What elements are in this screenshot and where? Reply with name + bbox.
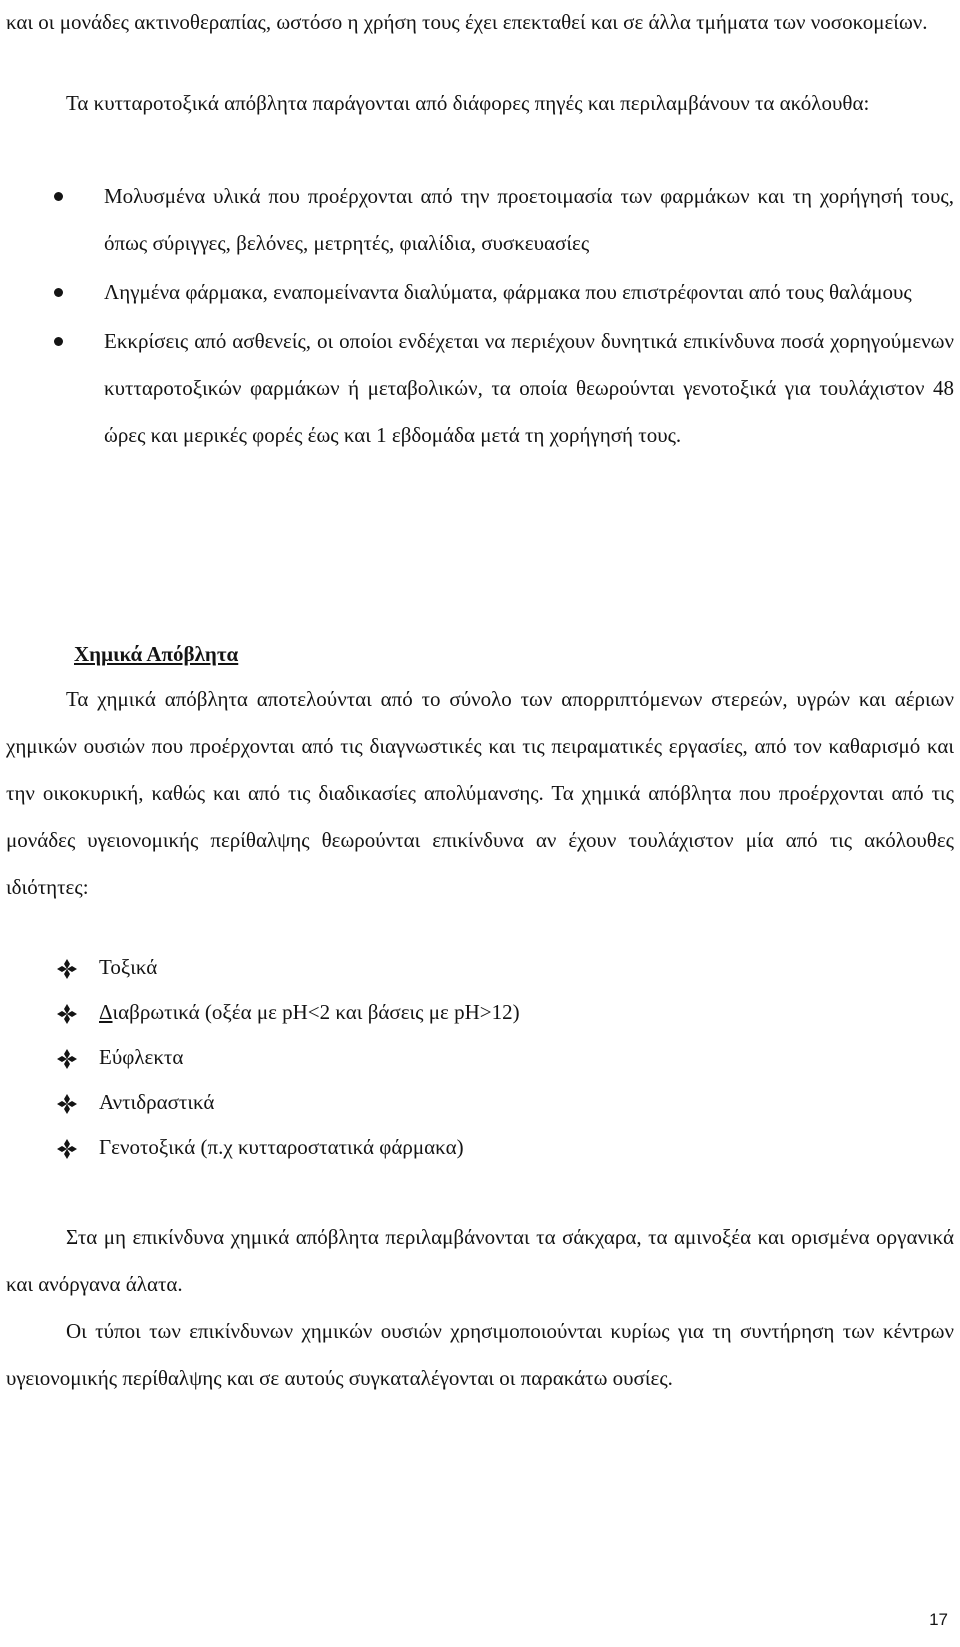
list-item (6, 269, 954, 316)
list-item (6, 945, 954, 990)
list-item (6, 1080, 954, 1125)
property-text: Εύφλεκτα (99, 1045, 184, 1069)
list-item-text: Μολυσμένα υλικά που προέρχονται από την προετοιμασία των φαρμάκων και τη χορήγησή τους, όπως σύριγγες, βελόνες, μετρητές, φιαλίδια, συσκευασίες (104, 184, 954, 255)
four-diamond-bullet-icon (56, 1048, 78, 1070)
four-diamond-bullet-icon (56, 1003, 78, 1025)
bullet-icon (54, 337, 63, 346)
closing-paragraph-2 (6, 1308, 954, 1402)
four-diamond-bullet-icon (56, 1138, 78, 1160)
closing-paragraph-1 (6, 1214, 954, 1308)
list-item (6, 990, 954, 1035)
intro-continuation (6, 0, 954, 46)
four-diamond-bullet-icon (56, 1093, 78, 1115)
intro-line-2: Τα κυτταροτοξικά απόβλητα παράγονται από διάφορες πηγές και περιλαμβάνουν τα ακόλουθα: (66, 91, 870, 115)
list-item-text: Ληγμένα φάρμακα, εναπομείναντα διαλύματα, φάρμακα που επιστρέφονται από τους θαλάμους (104, 280, 912, 304)
section-paragraph-text: Τα χημικά απόβλητα αποτελούνται από το σύνολο των απορριπτόμενων στερεών, υγρών και αέριων χημικών ουσιών που προέρχονται από τις διαγνωστικές και τις πειραματικές εργασίες, από τον καθαρισμό και την οικοκυρική, καθώς και από τις διαδικασίες απολύμανσης. Τα χημικά απόβλητα που προέρχονται από τις μονάδες υγειονομικής περίθαλψης θεωρούνται επικίνδυνα αν έχουν τουλάχιστον μία από τις ακόλουθες ιδιότητες: (6, 687, 954, 899)
property-text: Αντιδραστικά (99, 1090, 215, 1114)
intro-line-1: και οι μονάδες ακτινοθεραπίας, ωστόσο η χρήση τους έχει επεκταθεί και σε άλλα τμήματα των νοσοκομείων. (6, 10, 928, 34)
list-item (6, 1035, 954, 1080)
page-number: 17 (929, 1610, 948, 1629)
hazard-properties-list (6, 945, 954, 1170)
closing-paragraph-1-text: Στα μη επικίνδυνα χημικά απόβλητα περιλαμβάνονται τα σάκχαρα, τα αμινοξέα και ορισμένα οργανικά και ανόργανα άλατα. (6, 1225, 954, 1296)
list-item-text: Εκκρίσεις από ασθενείς, οι οποίοι ενδέχεται να περιέχουν δυνητικά επικίνδυνα ποσά χορηγούμενων κυτταροτοξικών φαρμάκων ή μεταβολικών, τα οποία θεωρούνται γενοτοξικά για τουλάχιστον 48 ώρες και μερικές φορές έως και 1 εβδομάδα μετά τη χορήγησή τους. (104, 329, 954, 447)
list-item (6, 1125, 954, 1170)
cytotoxic-sources-list (6, 173, 954, 459)
list-item (6, 318, 954, 459)
closing-paragraph-2-text: Οι τύποι των επικίνδυνων χημικών ουσιών χρησιμοποιούνται κυρίως για τη συντήρηση των κέντρων υγειονομικής περίθαλψης και σε αυτούς συγκαταλέγονται οι παρακάτω ουσίες. (6, 1319, 954, 1390)
intro-paragraph (6, 80, 954, 127)
section-paragraph (6, 676, 954, 911)
four-diamond-bullet-icon (56, 958, 78, 980)
section-heading: Χημικά Απόβλητα (74, 642, 239, 666)
bullet-icon (54, 288, 63, 297)
property-first-letter: Δ (99, 1000, 113, 1024)
property-text: Γενοτοξικά (π.χ κυτταροστατικά φάρμακα) (99, 1135, 464, 1159)
list-item (6, 173, 954, 267)
property-text: Τοξικά (99, 955, 158, 979)
bullet-icon (54, 192, 63, 201)
property-text: ιαβρωτικά (οξέα με pH<2 και βάσεις με pH>12) (112, 1000, 520, 1024)
